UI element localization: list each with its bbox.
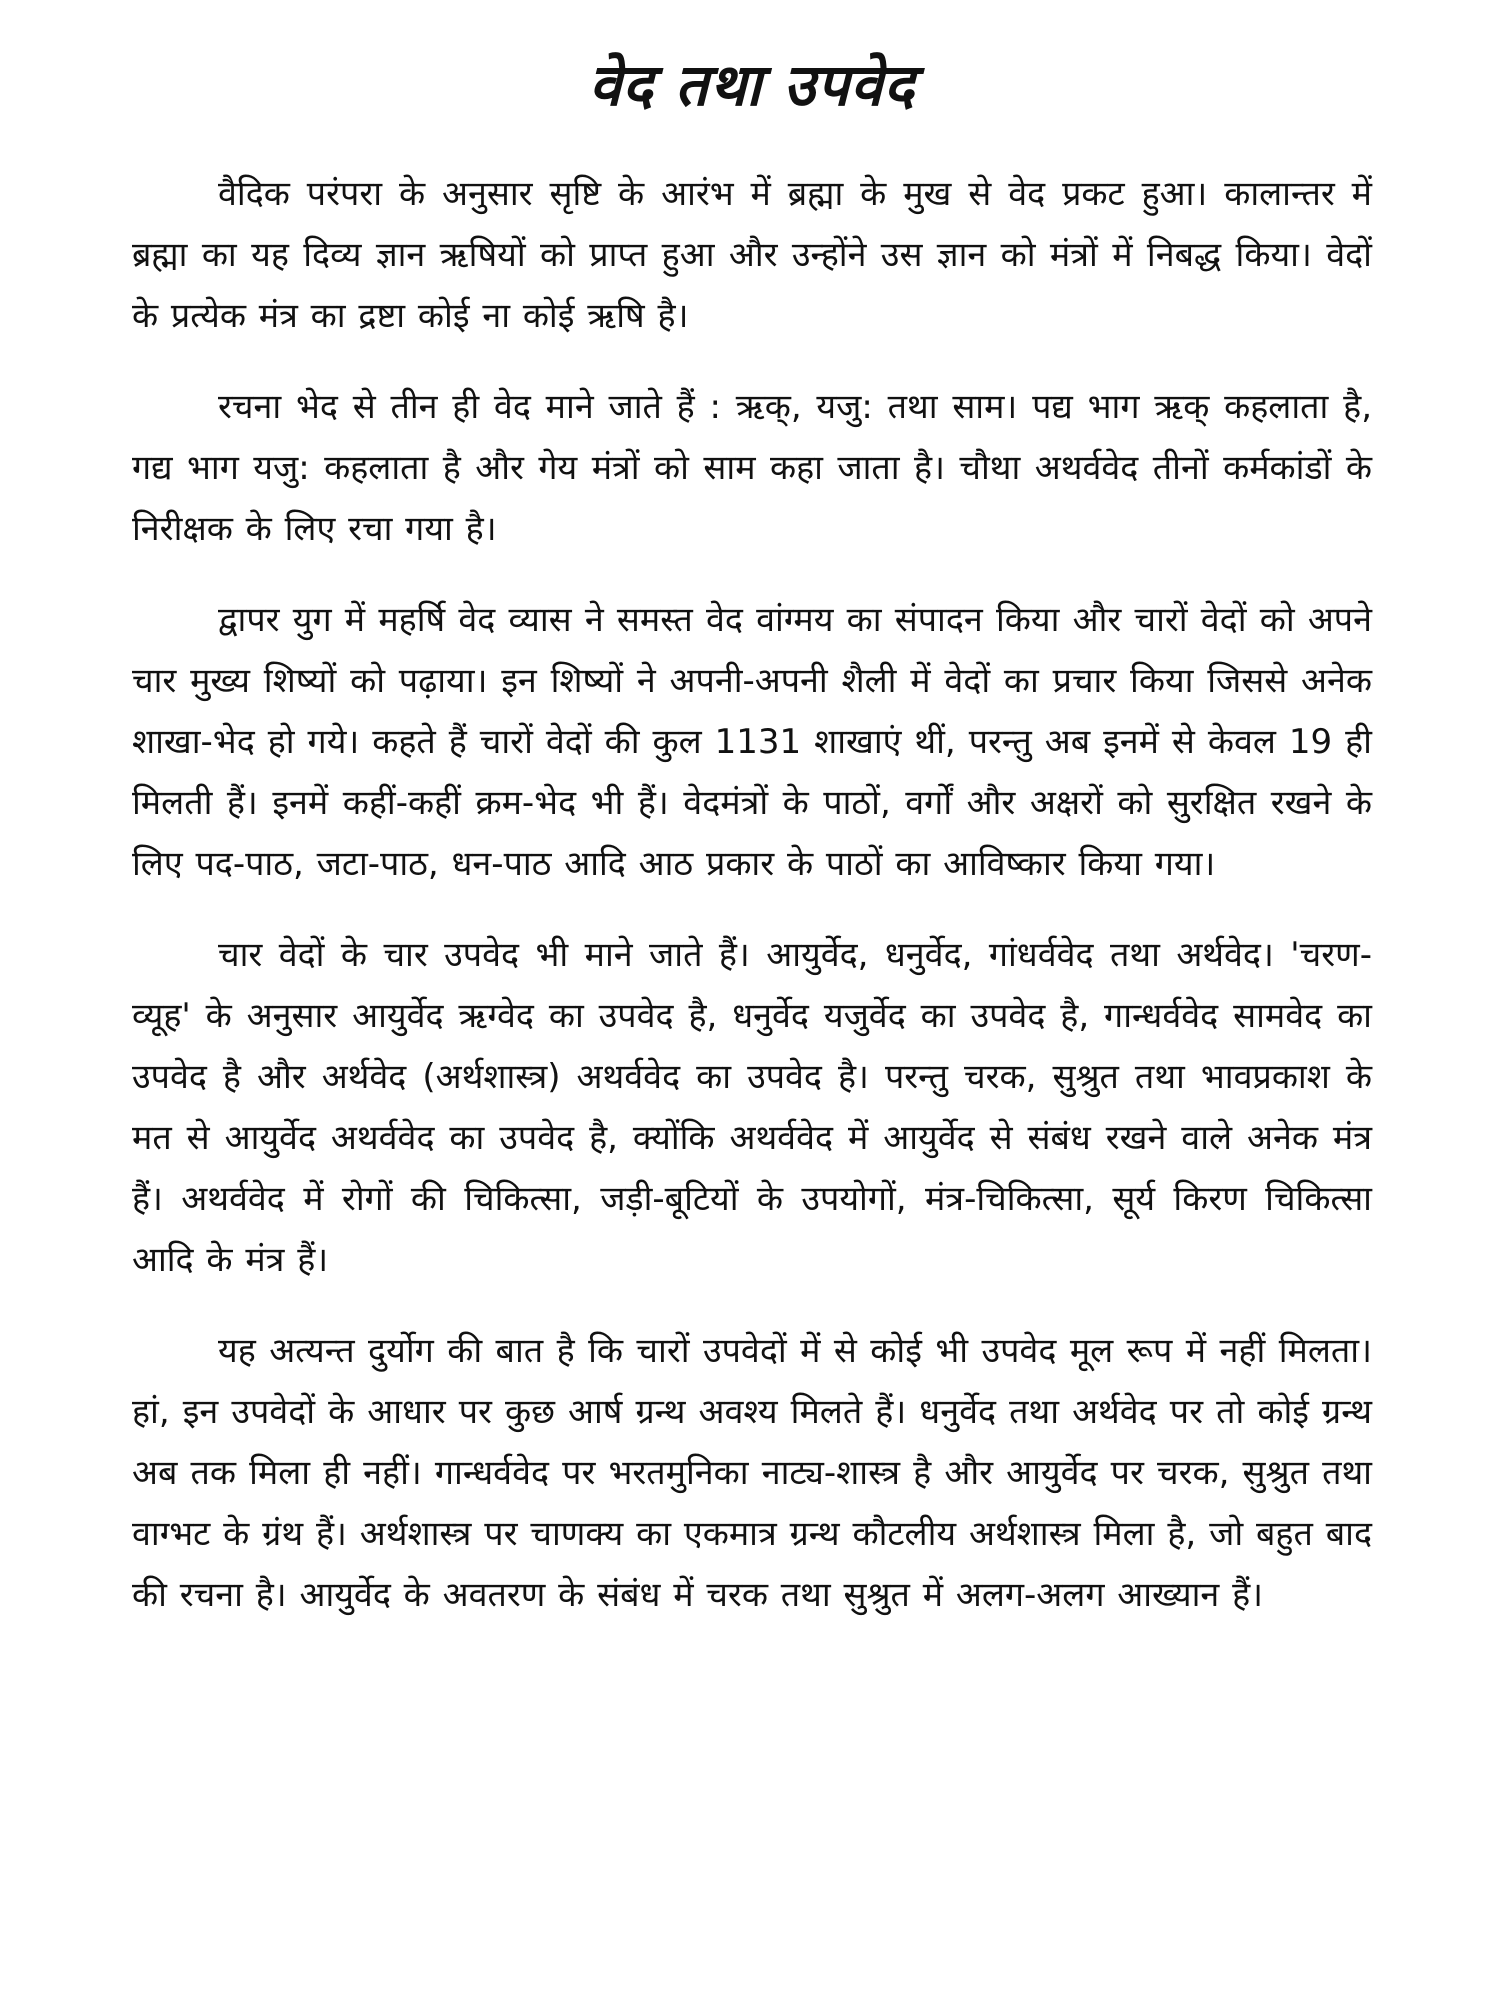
- paragraph-5: यह अत्यन्त दुर्योग की बात है कि चारों उपवेदों में से कोई भी उपवेद मूल रूप में नहीं मिलता। हां, इन उपवेदों के आधार पर कुछ आर्ष ग्रन्थ अवश्य मिलते हैं। धनुर्वेद तथा अर्थवेद पर तो कोई ग्रन्थ अब तक मिला ही नहीं। गान्धर्ववेद पर भरतमुनिका नाट्य-शास्त्र है और आयुर्वेद पर चरक, सुश्रुत तथा वाग्भट के ग्रंथ हैं। अर्थशास्त्र पर चाणक्य का एकमात्र ग्रन्थ कौटलीय अर्थशास्त्र मिला है, जो बहुत बाद की रचना है। आयुर्वेद के अवतरण के संबंध में चरक तथा सुश्रुत में अलग-अलग आख्यान हैं।: [132, 1331, 1372, 1615]
- paragraph-3: द्वापर युग में महर्षि वेद व्यास ने समस्त वेद वांग्मय का संपादन किया और चारों वेदों को अपने चार मुख्य शिष्यों को पढ़ाया। इन शिष्यों ने अपनी-अपनी शैली में वेदों का प्रचार किया जिससे अनेक शाखा-भेद हो गये। कहते हैं चारों वेदों की कुल 1131 शाखाएं थीं, परन्तु अब इनमें से केवल 19 ही मिलती हैं। इनमें कहीं-कहीं क्रम-भेद भी हैं। वेदमंत्रों के पाठों, वर्गों और अक्षरों को सुरक्षित रखने के लिए पद-पाठ, जटा-पाठ, धन-पाठ आदि आठ प्रकार के पाठों का आविष्कार किया गया।: [132, 600, 1372, 884]
- paragraph-4: चार वेदों के चार उपवेद भी माने जाते हैं। आयुर्वेद, धनुर्वेद, गांधर्ववेद तथा अर्थवेद। 'चरण-व्यूह' के अनुसार आयुर्वेद ऋग्वेद का उपवेद है, धनुर्वेद यजुर्वेद का उपवेद है, गान्धर्ववेद सामवेद का उपवेद है और अर्थवेद (अर्थशास्त्र) अथर्ववेद का उपवेद है। परन्तु चरक, सुश्रुत तथा भावप्रकाश के मत से आयुर्वेद अथर्ववेद का उपवेद है, क्योंकि अथर्ववेद में आयुर्वेद से संबंध रखने वाले अनेक मंत्र हैं। अथर्ववेद में रोगों की चिकित्सा, जड़ी-बूटियों के उपयोगों, मंत्र-चिकित्सा, सूर्य किरण चिकित्सा आदि के मंत्र हैं।: [132, 935, 1372, 1280]
- paragraph-2: रचना भेद से तीन ही वेद माने जाते हैं : ऋक्, यजु: तथा साम। पद्य भाग ऋक् कहलाता है, गद्य भाग यजु: कहलाता है और गेय मंत्रों को साम कहा जाता है। चौथा अथर्ववेद तीनों कर्मकांडों के निरीक्षक के लिए रचा गया है।: [132, 387, 1372, 549]
- page-title: वेद तथा उपवेद: [588, 51, 916, 119]
- paragraph-1: वैदिक परंपरा के अनुसार सृष्टि के आरंभ में ब्रह्मा के मुख से वेद प्रकट हुआ। कालान्तर में ब्रह्मा का यह दिव्य ज्ञान ऋषियों को प्राप्त हुआ और उन्होंने उस ज्ञान को मंत्रों में निबद्ध किया। वेदों के प्रत्येक मंत्र का द्रष्टा कोई ना कोई ऋषि है।: [132, 174, 1372, 336]
